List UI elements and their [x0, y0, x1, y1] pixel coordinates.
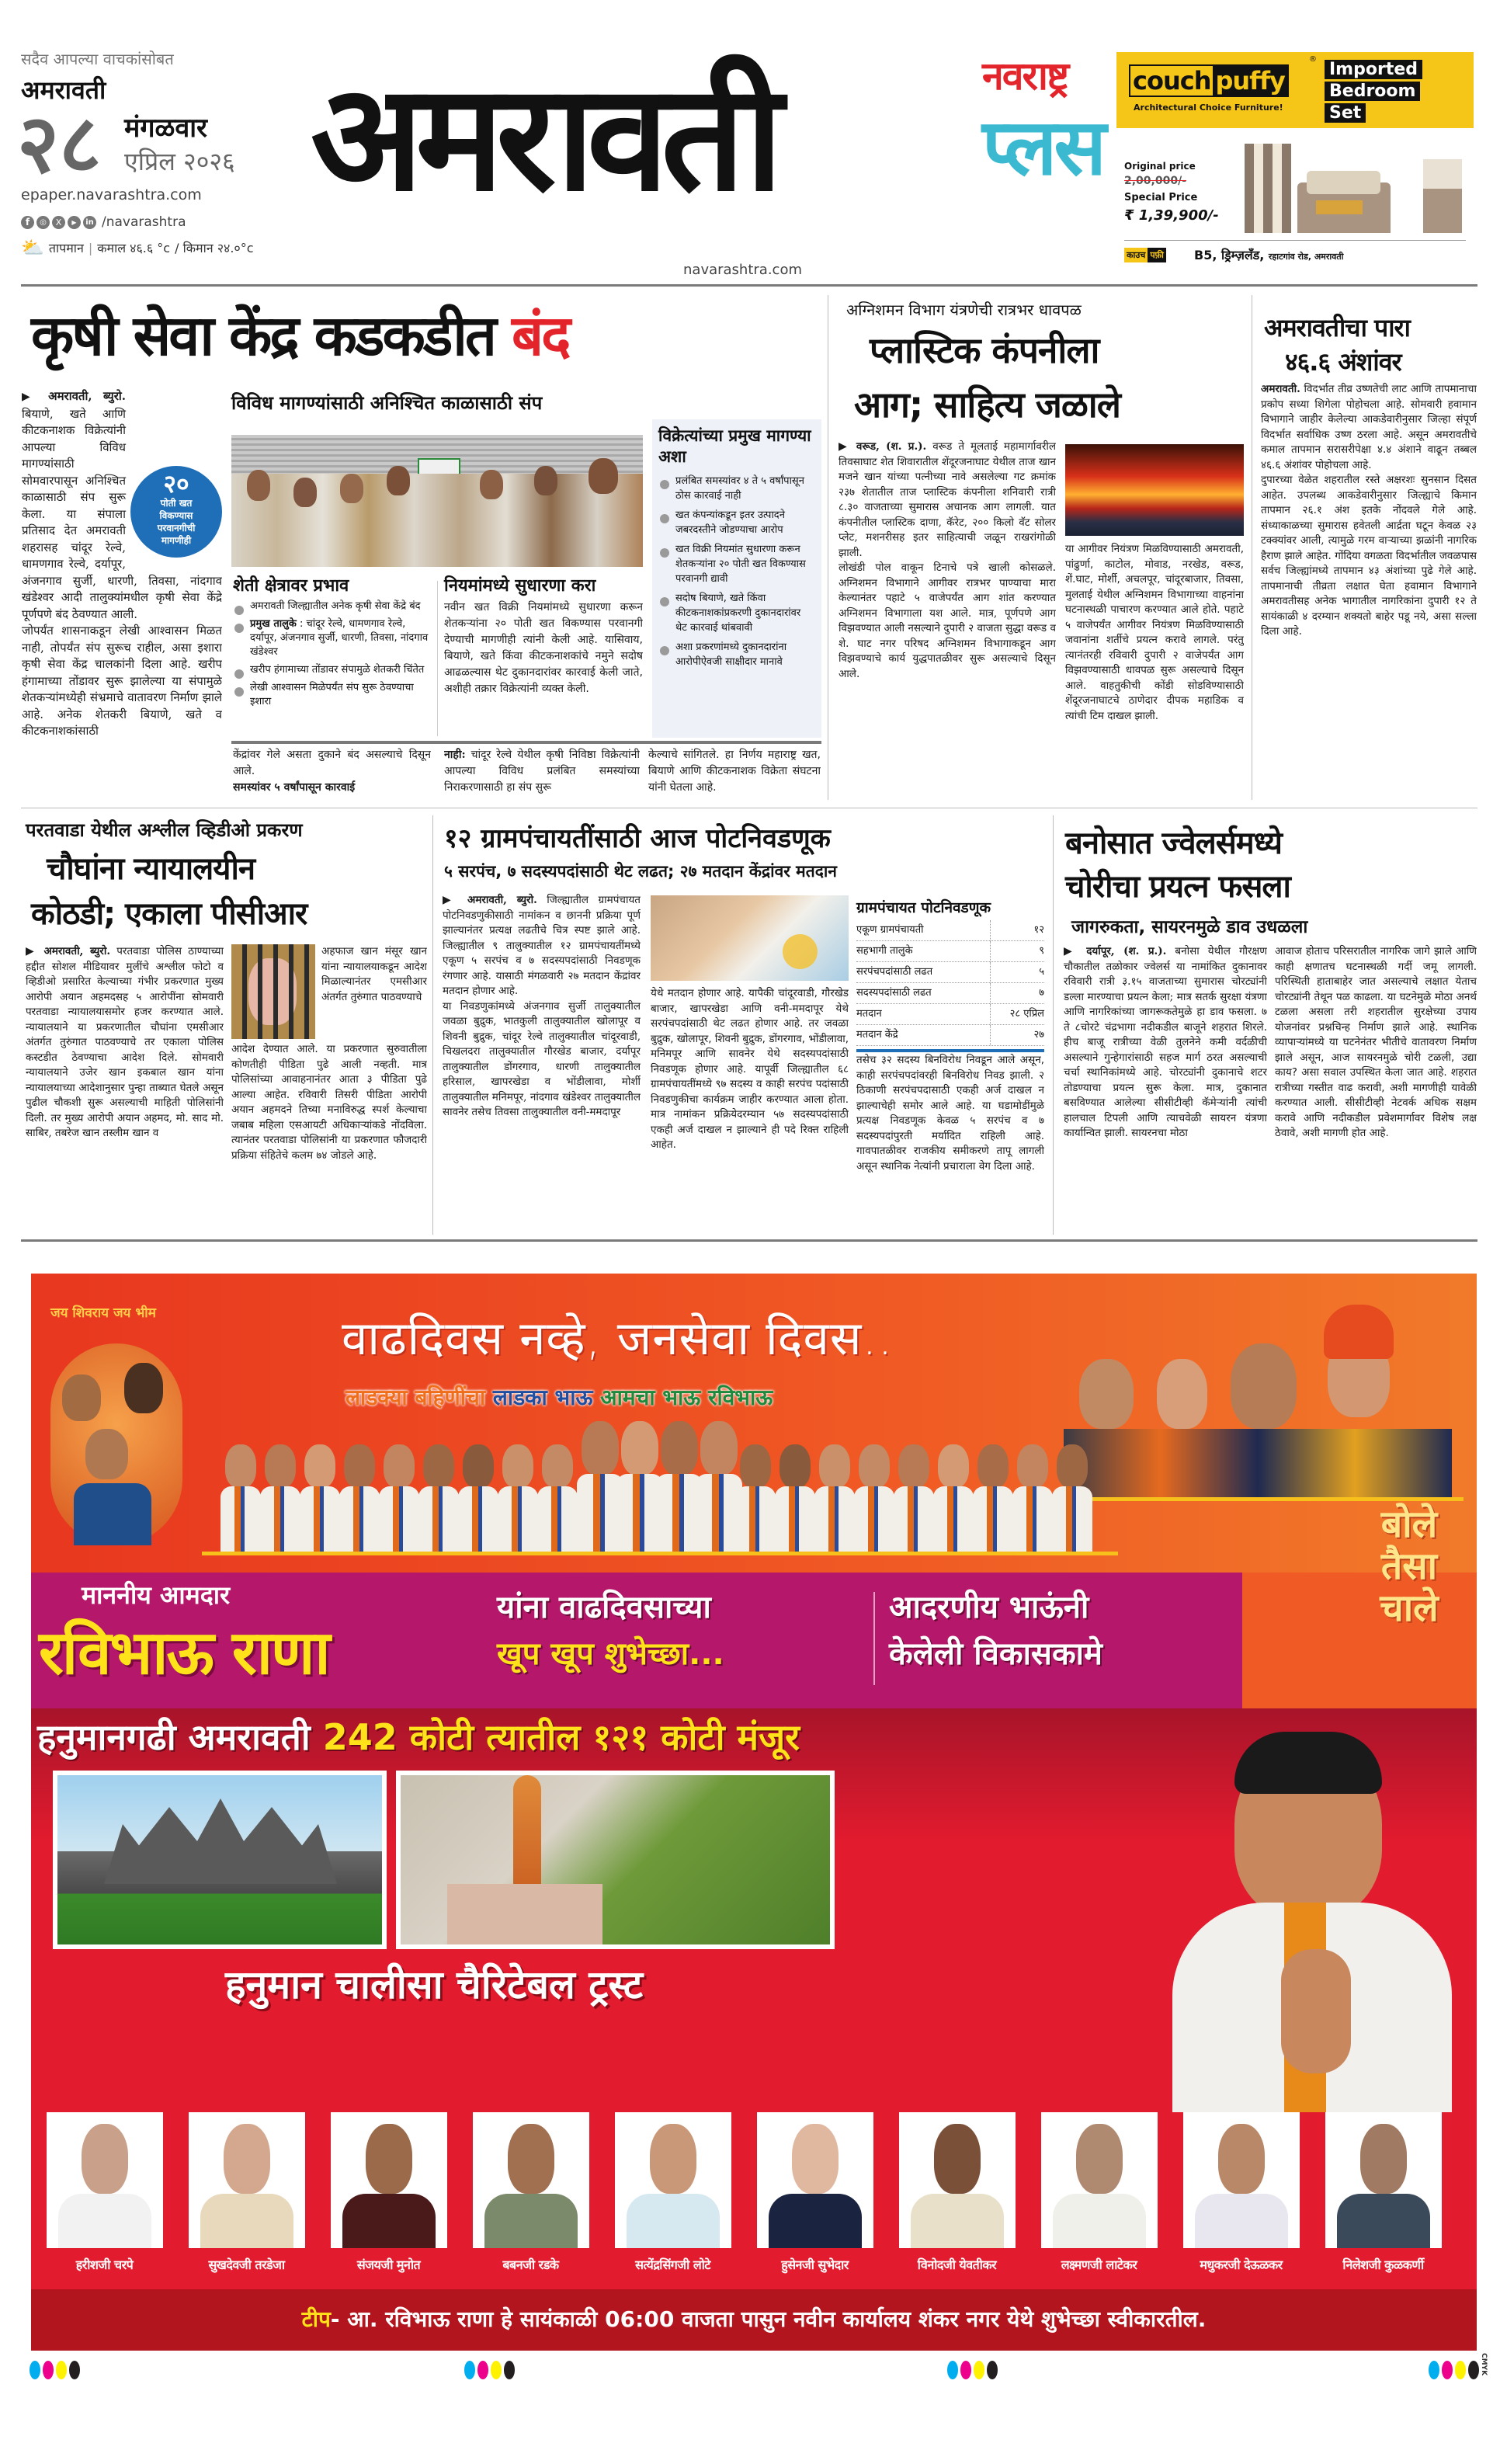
demand-item: अशा प्रकरणांमध्ये दुकानदारांना आरोपीऐवजी साक्षीदार मानावे: [658, 640, 815, 669]
supporter-body: [339, 1486, 380, 1552]
lead-bold-line: समस्यांवर ५ वर्षांपासून कारवाई: [233, 781, 356, 794]
weekday: मंगळवार: [124, 113, 207, 144]
factbox-label: सदस्यपदांसाठी लढत: [856, 987, 932, 999]
court-dateline: ▶ अमरावती, ब्युरो.: [26, 945, 110, 957]
ad-badge-lines: [1325, 60, 1422, 123]
supporter-shirt: [1195, 2194, 1288, 2248]
month-year: एप्रिल २०२६: [124, 147, 235, 176]
supporter-card: [899, 2112, 1016, 2248]
cmyk-dots: [30, 2361, 80, 2379]
ad-footer-logo: [1124, 248, 1166, 262]
jewel-dateline: ▶ दर्यापूर, (श. प्र.).: [1064, 945, 1166, 957]
supporter-name: हुसेनजी सुभेदार: [781, 2257, 849, 2272]
supporter-face: [938, 1444, 969, 1488]
supporter-face: [621, 1421, 658, 1475]
section-rule: [21, 1239, 1477, 1242]
fire-para: वरूड ते मूलताई महामार्गावरील तिवसाघाट शेत शिवारातील शेंदूरजनाघाट येथील ताज खान मजने खान यांच्या पत्नीच्या नावे असलेल्या गट क्रमांक २३७ शेतातील ताज प्लास्टिक कंपनीला शनिवारी रात्री ८.३० वाजताच्या सुमारास अचानक आग लागली. यात कंपनीतील प्लास्टिक दाणा, कॅरेट, २०० किलो वॅट सोलर प्लेट, मशनरीसह इतर साहित्याची जळून राखरांगोळी झाली.: [839, 440, 1056, 559]
supporter-card: [1183, 2112, 1300, 2248]
supporter-name: सुखदेवजी तरडेजा: [208, 2257, 285, 2272]
band-divider: [873, 1592, 875, 1685]
supporter-body: [973, 1486, 1013, 1552]
lead-subhead: विविध मागण्यांसाठी अनिश्चित काळासाठी संप: [231, 392, 543, 414]
lead-para: बियाणे, खते आणि कीटकनाशक विक्रेत्यांनी आपल्या विविध मागण्यांसाठी सोमवारपासून अनिश्चित काळासाठी संप सुरू केला. या संपाला प्रतिसाद देत अमरावती शहरासह चांदूर रेल्वे, धामणगाव रेल्वे, दर्यापूर, अंजनगाव सुर्जी, धारणी, तिवसा, नांदगाव खंडेश्वर आदी तालुक्यांमधील कृषी सेवा केंद्रे पूर्णपणे बंद ठेवण्यात आली.: [22, 406, 222, 621]
court-col2a: अहफाज खान मंसूर खान यांना न्यायालयाकडून आदेश मिळाल्यानंतर एमसीआर अंतर्गत तुरुंगात पाठवण्याचे: [321, 945, 427, 1003]
brand-logo-bottom: प्लस: [982, 102, 1103, 193]
supporter-photo: [1360, 2124, 1407, 2194]
tag-part: लाडका भाऊ: [492, 1385, 601, 1410]
fire-kicker: अग्निशमन विभाग यंत्रणेची रात्रभर धावपळ: [846, 301, 1082, 319]
supporter-card: [331, 2112, 447, 2248]
factbox-value: २८ एप्रिल: [990, 1004, 1044, 1024]
ad-brand-a: couch: [1133, 66, 1211, 96]
temp-min: / किमान २४.०°c: [175, 241, 254, 255]
gold-strip: [202, 1552, 1118, 1555]
heat-col: [1261, 382, 1477, 800]
factbox-row: [856, 920, 1044, 941]
weather-row: [21, 237, 254, 259]
factbox-row: [856, 962, 1044, 983]
supporter-name: सत्येंद्रसिंगजी लोटे: [635, 2257, 710, 2272]
project-yellow: 242 कोटी त्यातील १२१ कोटी मंजूर: [322, 1716, 800, 1758]
demands-box: [652, 419, 821, 738]
election-col2: येथे मतदान होणार आहे. यापैकी चांदूरवाडी, गौरखेड बाजार, खापरखेडा आणि वनी-ममदापूर येथे सरपंचपदांसाठी थेट लढत होणार आहे. तर जवळा बुद्रुक, खोलापूर, शिवनी बुद्रुक, डोंगरगाव, भोंडीलावा, मनिमपूर आणि सावनेर येथे सदस्यपदांसाठी निवडणूक होणार आहे. यापूर्वी जिल्ह्यातील ६८ ग्रामपंचायतींमध्ये ९७ सदस्य व काही सरपंच पदांसाठी निवडणुकीचा कार्यक्रम जाहीर करण्यात आला होता. मात्र नामांकन प्रक्रियेदरम्यान ५७ सदस्यपदांसाठी एकही अर्ज दाखल न झाल्याने ही पदे रिक्त राहिली आहेत.: [651, 987, 849, 1151]
brand-logo-top: नवराष्ट्र: [982, 54, 1068, 99]
jewel-headline-2: चोरीचा प्रयत्न फसला: [1065, 869, 1290, 905]
supporter-name: मधुकरजी देऊळकर: [1200, 2257, 1283, 2272]
supporter-name: विनोदजी येवतीकर: [917, 2257, 997, 2272]
column-divider: [1053, 815, 1054, 1235]
temple-photo: [53, 1771, 387, 1949]
couch-puffy-ad[interactable]: [1116, 52, 1474, 277]
ad-address-bold: B5, ड्रिम्ज़लँड,: [1194, 248, 1265, 262]
supporter-face: [859, 1444, 890, 1488]
demand-item: खत विक्री नियमांत सुधारणा करून शेतकऱ्यांना २० पोती खत विकण्यास परवानगी द्यावी: [658, 542, 815, 586]
hanuman-garhi-render: [396, 1771, 835, 1949]
impact-list: [233, 599, 431, 713]
bedroom-set-image: [1245, 144, 1470, 237]
mla-name: रविभाऊ राणा: [39, 1618, 329, 1688]
cmyk-dots: [947, 2361, 998, 2379]
supporter-face: [661, 1421, 698, 1475]
ad-tagline: [345, 1382, 773, 1412]
supporter-card: [473, 2112, 589, 2248]
supporter-body: [498, 1486, 538, 1552]
wish-line-2: खूप खूप शुभेच्छा...: [497, 1636, 724, 1672]
social-icons: [21, 214, 186, 230]
jewel-para: बनोसा येथील गौरक्षण चौकातील तळोकार ज्वेलर्स या नामांकित दुकानावर रविवारी रात्री ३.१५ वाजताच्या सुमारास चोरट्यांनी डल्ला मारण्याचा प्रयत्न केला; मात्र सतर्क सुरक्षा यंत्रणा आणि नागरिकांच्या जागरूकतेमुळे हा डाव फसला. ७ ते ८चोरटे चंद्रभागा नदीकडील बाजूने शहरात शिरले. हीच बाजू रात्रीच्या वेळी तुलनेने कमी वर्दळीची असल्याने गुन्हेगारांसाठी सहज मार्ग ठरत असल्याची चर्चा स्थानिकांमध्ये आहे. चोरट्यांनी दुकानाचे शटर तोडण्याचा प्रयत्न सुरू केला. मात्र, दुकानात बसविण्यात आलेल्या सीसीटीव्ही कॅमेऱ्यांनी त्यांची हालचाल टिपली आणि त्याचवेळी सायरन यंत्रणा कार्यान्वित झाली. सायरनचा मोठा: [1064, 945, 1267, 1139]
side-slogan-line: बोले: [1380, 1503, 1438, 1546]
lead-bold-line: नाही:: [444, 749, 466, 761]
lead-col1: [22, 388, 222, 800]
demand-item: प्रलंबित समस्यांवर ४ ते ५ वर्षांपासून ठोस कारवाई नाही: [658, 474, 815, 503]
election-factbox: [856, 897, 1044, 1052]
weather-separator: |: [88, 240, 93, 255]
side-slogan-line: चाले: [1380, 1586, 1439, 1630]
project-headline: [37, 1712, 800, 1760]
lead-headline: [31, 297, 568, 374]
supporter-face: [542, 1444, 573, 1488]
social-handle[interactable]: /navarashtra: [102, 214, 186, 230]
supporter-photo: [1076, 2124, 1123, 2194]
masthead-title: अमरावती: [311, 52, 776, 224]
date-day: २८: [17, 96, 102, 191]
supporter-face: [265, 1444, 296, 1488]
demand-item: सदोष बियाणे, खते किंवा कीटकनाशकांप्रकरणी दुकानदारांवर थेट कारवाई थांबवावी: [658, 591, 815, 635]
supporter-face: [502, 1444, 533, 1488]
trust-name: हनुमान चालीसा चैरिटेबल ट्रस्ट: [225, 1962, 644, 2007]
original-price: 2,00,000/-: [1124, 175, 1187, 187]
election-col1: [443, 893, 641, 1235]
supporter-shirt: [1053, 2194, 1146, 2248]
voting-photo: [651, 895, 849, 981]
supporter-shirt: [1337, 2194, 1430, 2248]
court-col2b: आदेश देण्यात आले. या प्रकरणात सुरुवातीला कोणतीही पीडिता पुढे आली नव्हती. मात्र पोलिसांच्या आवाहनानंतर आता ३ पीडिता पुढे आल्या आहेत. रविवारी तिसरी पीडिता आरोपी अयान अहमदने तिच्या मनाविरुद्ध स्पर्श केल्याचा जबाब महिला एसआयटी अधिकाऱ्यांकडे नोंदविला. त्यानंतर परतवाडा पोलिसांनी या प्रकरणात फौजदारी प्रक्रिया संहितेचे कलम ७४ जोडले आहे.: [231, 1043, 427, 1162]
jewel-subhead: जागरुकता, सायरनमुळे डाव उधळला: [1071, 917, 1308, 937]
leaders-portrait-circle: [50, 1343, 182, 1545]
factbox-row: [856, 941, 1044, 962]
supporters-row-photo: [225, 1413, 1110, 1553]
special-price-label: Special Price: [1124, 192, 1198, 203]
factbox-value: ७: [990, 983, 1044, 1003]
election-para: जिल्ह्यातील ग्रामपंचायत पोटनिवडणुकीसाठी नामांकन व छाननी प्रक्रिया पूर्ण झाल्यानंतर प्रत्यक्ष लढतीचे चित्र स्पष्ट झाले आहे. जिल्ह्यातील ९ तालुक्यातील १२ ग्रामपंचायतींमध्ये एकूण ५ सरपंच व ७ सदस्यपदांसाठी निवडणूक रंगणार आहे. यासाठी मंगळवारी २७ मतदान केंद्रांवर मतदान होणार आहे.: [443, 894, 641, 997]
lead-rule: [231, 741, 821, 744]
supporter-body: [894, 1486, 934, 1552]
supporter-shirt: [627, 2194, 720, 2248]
impact-bullet: लेखी आश्वासन मिळेपर्यंत संप सुरू ठेवण्याचा इशारा: [233, 681, 431, 709]
youtube-icon[interactable]: ▶: [68, 216, 81, 229]
supporter-body: [1012, 1486, 1053, 1552]
supporter-shirt: [911, 2194, 1004, 2248]
supporter-photo: [224, 2124, 270, 2194]
court-headline-1: चौघांना न्यायालयीन: [47, 851, 255, 887]
special-price: ₹ 1,39,900/-: [1124, 207, 1219, 224]
supporter-shirt: [342, 2194, 436, 2248]
heat-headline-2: ४६.६ अंशांवर: [1285, 347, 1401, 377]
jewel-col2: आवाज होताच परिसरातील नागरिक जागे झाले आणि काही क्षणातच घटनास्थळी गर्दी जमू लागली. परिस्थिती हाताबाहेर जात असल्याचे लक्षात येताच चोरट्यांनी तेथून पळ काढला. या घटनेमुळे मोठा अनर्थ टळला असला तरी शहरातील सुरक्षेच्या उपाय योजनांवर प्रश्नचिन्ह निर्माण झाले आहे. स्थानिक व्यापाऱ्यांमध्ये या घटनेनंतर भीतीचे वातावरण निर्माण झाले असून, आज सायरनमुळे चोरी टळली, उद्या काय? असा सवाल उपस्थित केला जात आहे. शहरात रात्रीच्या गस्तीत वाढ करावी, अशी मागणीही यावेळी करण्यात आली. सीसीटीव्ही नेटवर्क अधिक सक्षम करावे आणि नदीकडील प्रवेशमार्गावर विशेष लक्ष ठेवावे, अशी मागणी होत आहे.: [1275, 945, 1477, 1139]
reform-text: नवीन खत विक्री नियमांमध्ये सुधारणा करून शेतकऱ्यांना २० पोती खत विकण्यास परवानगी देण्याची मागणीही त्यांनी केली आहे. यासिवाय, बियाणे, खते किंवा कीटकनाशकांचे नमुने सदोष आढळल्यास थेट दुकानदारांवर कारवाई केली जाते, अशीही तक्रार विक्रेत्यांनी व्यक्त केली.: [444, 601, 643, 695]
tagline: सदैव आपल्या वाचकांसोबत: [21, 50, 174, 68]
ad-address-rest: रहाटगांव रोड, अमरावती: [1268, 252, 1344, 262]
lead-circle-badge: [130, 466, 222, 558]
factbox-title: ग्रामपंचायत पोटनिवडणूक: [856, 899, 991, 916]
impact-bullet: अमरावती जिल्ह्यातील अनेक कृषी सेवा केंद्रे बंद: [233, 599, 431, 613]
lead-cont-col4: केल्याचे सांगितले. हा निर्णय महाराष्ट्र खत, बियाणे आणि कीटकनाशक विक्रेता संघटना यांनी घेतला आहे.: [648, 749, 821, 794]
lead-para: केंद्रांवर गेले असता दुकाने बंद असल्याचे दिसून आले.: [233, 749, 431, 777]
supporter-face: [225, 1444, 256, 1488]
supporter-card: [189, 2112, 305, 2248]
jewel-headline-1: बनोसात ज्वेलर्समध्ये: [1065, 825, 1282, 861]
supporter-card: [1041, 2112, 1158, 2248]
factbox-row: [856, 1004, 1044, 1025]
ad-badge-line: Set: [1325, 103, 1366, 123]
factbox-value: १२: [990, 920, 1044, 940]
ad-badge-line: Bedroom: [1325, 82, 1420, 101]
supporter-photo: [934, 2124, 981, 2194]
work-line-1: आदरणीय भाऊंनी: [889, 1590, 1089, 1625]
factbox-value: ५: [990, 962, 1044, 982]
column-divider: [432, 815, 433, 1235]
leaders-portraits: [1064, 1328, 1452, 1499]
project-white: हनुमानगढी अमरावती: [37, 1716, 311, 1758]
mla-portrait: [1149, 1716, 1475, 2159]
tag-part: आमचा भाऊ रविभाऊ: [600, 1385, 773, 1410]
circle-text: परवानगीची: [157, 523, 196, 533]
court-kicker: परतवाडा येथील अश्लील व्हिडीओ प्रकरण: [26, 819, 303, 841]
ad-slogan-small: जय शिवराय जय भीम: [50, 1305, 156, 1321]
election-col3: तसेच ३२ सदस्य बिनविरोध निवडून आले असून, काही सरपंचपदांवरही बिनविरोध निवड झाली. २ ठिकाणी सरपंचपदासाठी एकही अर्ज दाखल न झाल्याचेही समोर आले आहे. या घडामोडींमुळे प्रत्यक्ष निवडणूक केवळ ५ सरपंच व ७ सदस्यपदांपुरती मर्यादित राहिली आहे. गावपातळीवर राजकीय समीकरणे तापू लागली असून स्थानिक नेत्यांनी प्रचाराला वेग दिला आहे.: [856, 1054, 1044, 1173]
tag-part: बहिणींचा: [415, 1385, 493, 1410]
supporter-body: [418, 1486, 459, 1552]
site-footer[interactable]: navarashtra.com: [683, 262, 802, 278]
side-slogan: [1351, 1503, 1467, 1629]
supporter-body: [775, 1486, 815, 1552]
supporter-card: [1325, 2112, 1442, 2248]
jewel-col1: [1064, 944, 1267, 1235]
ad-address: [1194, 246, 1343, 263]
lead-photo-protest: [231, 435, 643, 567]
column-divider: [437, 581, 438, 736]
impact-bullet: खरीप हंगामाच्या तोंडावर संपामुळे शेतकरी चिंतेत: [233, 663, 431, 677]
demands-title: विक्रेत्यांच्या प्रमुख मागण्या अशा: [658, 426, 811, 466]
demand-item: खत कंपन्यांकडून इतर उत्पादने जबरदस्तीने जोडण्याचा आरोप: [658, 508, 815, 537]
supporter-shirt: [58, 2194, 151, 2248]
ad-brand-tagline: Architectural Choice Furniture!: [1134, 103, 1283, 113]
impact-title: शेती क्षेत्रावर प्रभाव: [233, 576, 349, 596]
fire-headline-2: आग; साहित्य जळाले: [854, 384, 1120, 426]
fire-photo: [1065, 444, 1244, 536]
lead-headline-main: कृषी सेवा केंद्र कडकडीत: [31, 303, 495, 368]
supporter-body: [379, 1486, 419, 1552]
supporter-face: [780, 1444, 811, 1488]
supporter-name: निलेशजी कुळकर्णी: [1342, 2257, 1424, 2272]
heat-para: दुपारच्या वेळेत शहरातील रस्ते अक्षरशः सुनसान दिसत आहेत. उपलब्ध आकडेवारीनुसार जिल्ह्याचे किमान तापमान २६.१ अंश इतके नोंदवले गेले आहे. संध्याकाळच्या सुमारास हवेतली आर्द्रता घटून केवळ २३ टक्क्यांवर आली, त्यामुळे गरम वाऱ्याच्या झळांनी नागरिक हैराण झाले आहेत. गोंदिया वगळता विदर्भातील जवळपास सर्वच जिल्ह्यांमध्ये तापमान ४३ अंशांच्या पुढे गेले आहे. तापमानाची तीव्रता लक्षात घेता हवामान विभागाने अमरावतीसह अनेक भागातील नागरिकांना दुपारी १२ ते सायंकाळी ४ दरम्यान शक्यतो बाहेर पडू नये, असा सल्ला दिला आहे.: [1261, 474, 1477, 638]
note-line: [31, 2287, 1477, 2351]
supporter-cards: [31, 2112, 1477, 2287]
supporter-name: हरीशजी चरपे: [75, 2257, 134, 2272]
wish-line-1: यांना वाढदिवसाच्या: [497, 1590, 711, 1625]
supporter-body: [537, 1486, 578, 1552]
lead-para: चांदूर रेल्वे येथील कृषी निविष्ठा विक्रेत्यांनी आपल्या विविध प्रलंबित समस्यांच्या निराकरणासाठी हा संप सुरू: [444, 749, 640, 794]
supporter-card: [757, 2112, 873, 2248]
side-slogan-line: तैसा: [1380, 1545, 1438, 1588]
note-label: टीप: [301, 2306, 331, 2332]
fire-col1: [839, 440, 1056, 800]
work-line-2: केलेली विकासकामे: [889, 1636, 1102, 1672]
supporter-face: [700, 1421, 738, 1475]
supporter-body: [854, 1486, 894, 1552]
factbox-label: मतदान केंद्रे: [856, 1029, 898, 1041]
heat-headline-1: अमरावतीचा पारा: [1264, 313, 1410, 342]
supporter-photo: [366, 2124, 412, 2194]
supporter-photo: [792, 2124, 839, 2194]
cmyk-label: CMYK: [1480, 2353, 1488, 2376]
supporter-face: [898, 1444, 929, 1488]
ad-logo-b: पफ़ी: [1148, 248, 1166, 262]
ad-badge-line: Imported: [1325, 60, 1422, 79]
factbox-row: [856, 1025, 1044, 1046]
edition-name: अमरावती: [21, 75, 106, 105]
circle-text: पोती खत: [160, 498, 193, 509]
supporter-face: [344, 1444, 375, 1488]
supporter-face: [423, 1444, 454, 1488]
supporter-body: [220, 1486, 261, 1552]
website-link[interactable]: epaper.navarashtra.com: [21, 186, 202, 203]
impact-bullet: प्रमुख तालुके : चांदूर रेल्वे, धामणगाव रेल्वे, दर्यापूर, अंजनगाव सुर्जी, धारणी, तिवसा, नांदगाव खंडेश्वर: [233, 617, 431, 659]
fire-dateline: ▶ वरूड, (श. प्र.).: [839, 440, 926, 453]
supporter-face: [384, 1444, 415, 1488]
election-para: या निवडणुकांमध्ये अंजनगाव सुर्जी तालुक्यातील जवळा बुद्रुक, भातकुली तालुक्यातील खोलापूर व शिवनी बुद्रुक, चांदूर रेल्वे तालुक्यातील चांदूरवाडी, चिखलदरा तालुक्यातील गौरखेड बाजार, दर्यापूर तालुक्यातील डोंगरगाव, धारणी तालुक्यातील हरिसाल, खापरखेडा व भोंडीलावा, मोर्शी तालुक्यातील मनिमपूर, नांदगाव खंडेश्वर तालुक्यातील सावनेर तसेच तिवसा तालुक्यातील वनी-ममदापूर: [443, 999, 641, 1118]
supporter-body: [300, 1486, 340, 1552]
supporter-shirt: [769, 2194, 862, 2248]
election-dateline: ▶ अमरावती, ब्युरो.: [443, 894, 537, 906]
tag-part: लाडक्या: [345, 1385, 415, 1410]
court-para: परतवाडा पोलिस ठाण्याच्या हद्दीत सोशल मीडियावर मुलींचे अश्लील फोटो व व्हिडीओ प्रसारित केल्याच्या गंभीर प्रकरणात मुख्य आरोपी अयान अहमदसह ५ आरोपींना सोमवारी परतवाडा न्यायालयासमोर हजर करण्यात आले. न्यायालयाने या प्रकरणातील चौघांना एमसीआर अंतर्गत तुरुंगात पाठवण्याचे तर एकाला पोलिस कस्टडीत ठेवण्याचा आदेश दिले. सोमवारी न्यायालयाने उजेर खान इकबाल खान यांना न्यायालयाच्या आदेशानुसार पुन्हा ताब्यात घेतले असून पुढील चौकशी सुरू असल्याची माहिती पोलिसांनी दिली. तर मुख्य आरोपी अयान अहमद, मो. साद मो. साबिर, तबरेज खान तस्लीम खान व: [26, 945, 224, 1139]
ad-title: वाढदिवस नव्हे, जनसेवा दिवस..: [342, 1312, 894, 1366]
fire-para: लोखंडी पोल वाकून टिनाचे पत्रे खाली कोसळले. अग्निशमन विभागाने आगीवर रात्रभर पाण्याचा मारा केल्यानंतर पहाटे ५ वाजेपर्यंत आग शांत करण्यात अग्निशमन विभागाला यश आले. मात्र, पूर्णपणे आग विझवण्यात आली नसल्याने दुपारी २ वाजता सुद्धा वरूड व शे. घाट नगर परिषद अग्निशमन विभागाकडून आग विझवण्याचे कार्य युद्धपातळीवर सुरू असल्याचे दिसून आले.: [839, 561, 1056, 680]
factbox-label: सरपंचपदांसाठी लढत: [856, 966, 933, 978]
supporter-body: [933, 1486, 974, 1552]
lead-cont-col2: [233, 747, 431, 796]
honorific: माननीय आमदार: [82, 1580, 231, 1610]
supporter-face: [463, 1444, 494, 1488]
temp-max: कमाल ४६.६ °c: [97, 241, 171, 255]
supporter-name: लक्ष्मणजी लाटेकर: [1061, 2257, 1137, 2272]
supporter-face: [582, 1421, 619, 1475]
jail-cartoon: [231, 944, 315, 1039]
sun-cloud-icon: ⛅: [21, 237, 44, 259]
gold-strip: [1060, 1497, 1464, 1501]
lead-cont-col3: [444, 747, 640, 796]
registered-mark: ®: [1309, 55, 1317, 64]
circle-text: मागणीही: [161, 535, 192, 546]
court-col2: [231, 944, 427, 1235]
masthead-rule: [21, 284, 1477, 287]
weather-label: तापमान: [48, 241, 84, 255]
lead-para: जोपर्यंत शासनाकडून लेखी आश्वासन मिळत नाही, तोपर्यंत संप सुरूच राहील, असा इशारा कृषी सेवा केंद्र चालकांनी दिला आहे. खरीप हंगामाच्या तोंडावर सुरू झालेल्या या संपामुळे शेतकऱ्यांमध्येही संभ्रमाचे वातावरण निर्माण झाले आहे. अनेक शेतकरी बियाणे, खते व कीटकनाशकांसाठी: [22, 624, 222, 738]
supporter-shirt: [200, 2194, 293, 2248]
supporter-face: [304, 1444, 335, 1488]
supporter-body: [1052, 1486, 1092, 1552]
supporter-face: [1057, 1444, 1088, 1488]
ad-brand-box: [1129, 64, 1289, 97]
factbox-label: मतदान: [856, 1008, 882, 1020]
supporter-card: [615, 2112, 731, 2248]
original-price-label: Original price: [1124, 161, 1196, 172]
court-col1: [26, 944, 224, 1235]
cmyk-dots: [464, 2361, 515, 2379]
lead-headline-red: बंद: [512, 303, 569, 368]
supporter-name: संजयजी मुनोत: [356, 2257, 421, 2272]
supporter-body: [260, 1486, 300, 1552]
supporter-face: [977, 1444, 1009, 1488]
supporter-body: [735, 1486, 776, 1552]
masthead: [0, 0, 1500, 287]
factbox-label: सहभागी तालुके: [856, 945, 913, 957]
supporter-photo: [82, 2124, 128, 2194]
fire-col2: या आगीवर नियंत्रण मिळविण्यासाठी अमरावती, पांढुर्णा, काटोल, मोवाड, नरखेड, वरूड, शें.घाट, मोर्शी, अचलपूर, चांदूरबाजार, तिवसा, मुलताई येथील अग्निशमन विभागाच्या वाहनांना घटनास्थळी पाचारण करण्यात आले होते. पहाटे ५ वाजेपर्यंत आगीवर नियंत्रण मिळविण्यासाठी जवानांना शर्तीचे प्रयत्न करावे लागले. परंतु त्यानंतरही रविवारी दुपारी २ वाजेपर्यंत आग विझवण्यासाठी धावपळ सुरू असल्याचे दिसून आले. वाहतुकीची कोंडी सोडविण्यासाठी शेंदूरजनाघाटचे ठाणेदार दीपक महाडिक व त्यांची टिम दाखल झाली.: [1065, 543, 1244, 722]
note-text: - आ. रविभाऊ राणा हे सायंकाळी 06:00 वाजता पासुन नवीन कार्यालय शंकर नगर येथे शुभेच्छा स्वीकारतील.: [330, 2306, 1207, 2332]
court-headline-2: कोठडी; एकाला पीसीआर: [31, 896, 307, 932]
circle-number: २०: [163, 469, 189, 499]
linkedin-icon[interactable]: in: [83, 216, 96, 229]
supporter-body: [458, 1486, 498, 1552]
lead-dateline: ▶ अमरावती, ब्युरो.: [22, 389, 126, 403]
supporter-name: बबनजी रडके: [502, 2257, 559, 2272]
factbox-value: २७: [990, 1025, 1044, 1045]
heat-dateline: अमरावती.: [1261, 383, 1300, 395]
factbox-value: ९: [990, 941, 1044, 961]
ad-logo-a: काउच: [1124, 248, 1148, 262]
instagram-icon[interactable]: ◎: [36, 216, 50, 229]
x-icon[interactable]: X: [52, 216, 65, 229]
reform-title: नियमांमध्ये सुधारणा करा: [444, 576, 596, 596]
supporter-photo: [508, 2124, 554, 2194]
supporter-card: [47, 2112, 163, 2248]
supporter-photo: [650, 2124, 696, 2194]
supporter-face: [1017, 1444, 1048, 1488]
facebook-icon[interactable]: f: [21, 216, 34, 229]
supporter-face: [740, 1444, 771, 1488]
election-subhead: ५ सरपंच, ७ सदस्यपदांसाठी थेट लढत; २७ मतदान केंद्रांवर मतदान: [444, 862, 837, 881]
circle-text: विकण्यास: [159, 510, 193, 521]
supporter-body: [814, 1486, 855, 1552]
factbox-row: [856, 983, 1044, 1004]
supporter-photo: [1218, 2124, 1265, 2194]
supporter-face: [819, 1444, 850, 1488]
supporter-shirt: [484, 2194, 578, 2248]
heat-para: विदर्भात तीव्र उष्णतेची लाट आणि तापमानाचा प्रकोप सध्या शिगेला पोहोचला आहे. सोमवारी हवामान विभागाने जाहीर केलेल्या आकडेवारीनुसार जिल्हा संपूर्ण विदर्भात सर्वाधिक उष्ण ठरला आहे. असून अमरावतीचे कमाल तापमान सरासरीपेक्षा ४.४ अंशाने वाढून तब्बल ४६.६ अंशांवर पोहोचला आहे.: [1261, 383, 1477, 471]
election-headline: १२ ग्रामपंचायतींसाठी आज पोटनिवडणूक: [444, 823, 831, 854]
fire-headline-1: प्लास्टिक कंपनीला: [870, 329, 1099, 371]
factbox-label: एकूण ग्रामपंचायती: [856, 924, 924, 936]
cmyk-dots: [1429, 2361, 1479, 2379]
ad-brand-b: puffy: [1213, 66, 1286, 96]
